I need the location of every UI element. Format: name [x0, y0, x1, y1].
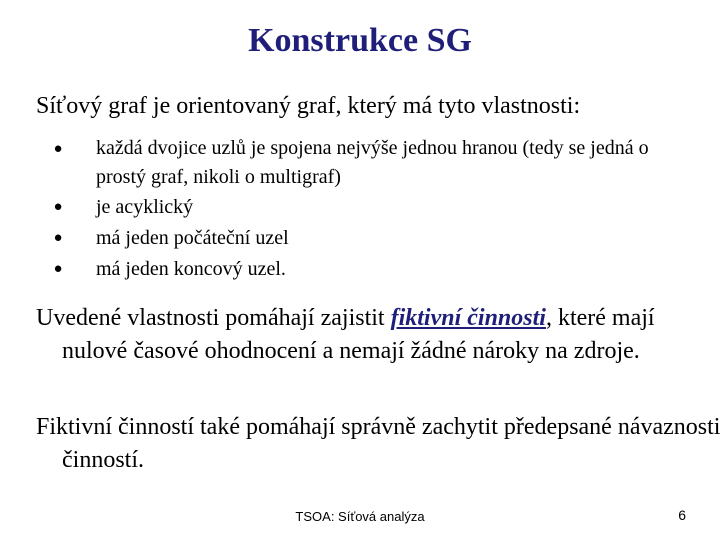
list-item-text: je acyklický [96, 196, 194, 218]
paragraph-dependencies: Fiktivní činností také pomáhají správně zachytit předepsané návaznosti činností. [36, 414, 720, 473]
list-item-text: má jeden koncový uzel. [96, 258, 286, 280]
bullet-dot-icon: ● [53, 261, 63, 277]
emphasis-term: fiktivní činnosti [390, 305, 546, 331]
list-item [48, 192, 698, 223]
slide-title: Konstrukce SG [248, 22, 472, 59]
list-item [48, 254, 698, 285]
paragraph-dummy-activities [36, 302, 720, 368]
list-item-text: každá dvojice uzlů je spojena nejvýše jednou hranou (tedy se jedná o prostý graf, nikoli o multigraf) [96, 137, 649, 188]
intro-text: Síťový graf je orientovaný graf, který má tyto vlastnosti: [36, 93, 581, 119]
bullet-dot-icon: ● [53, 230, 63, 246]
list-item [48, 223, 698, 254]
bullet-dot-icon: ● [53, 199, 63, 215]
footer-course-label: TSOA: Síťová analýza [295, 509, 425, 524]
list-item [48, 134, 698, 192]
property-list [48, 134, 698, 285]
page-number: 6 [678, 507, 686, 523]
list-item-text: má jeden počáteční uzel [96, 227, 289, 249]
paragraph-text-before: Uvedené vlastnosti pomáhají zajistit [36, 305, 391, 331]
bullet-dot-icon: ● [53, 141, 63, 157]
paragraph-text-after: , které mají nulové časové ohodnocení a nemají žádné nároky na zdroje. [62, 305, 655, 364]
